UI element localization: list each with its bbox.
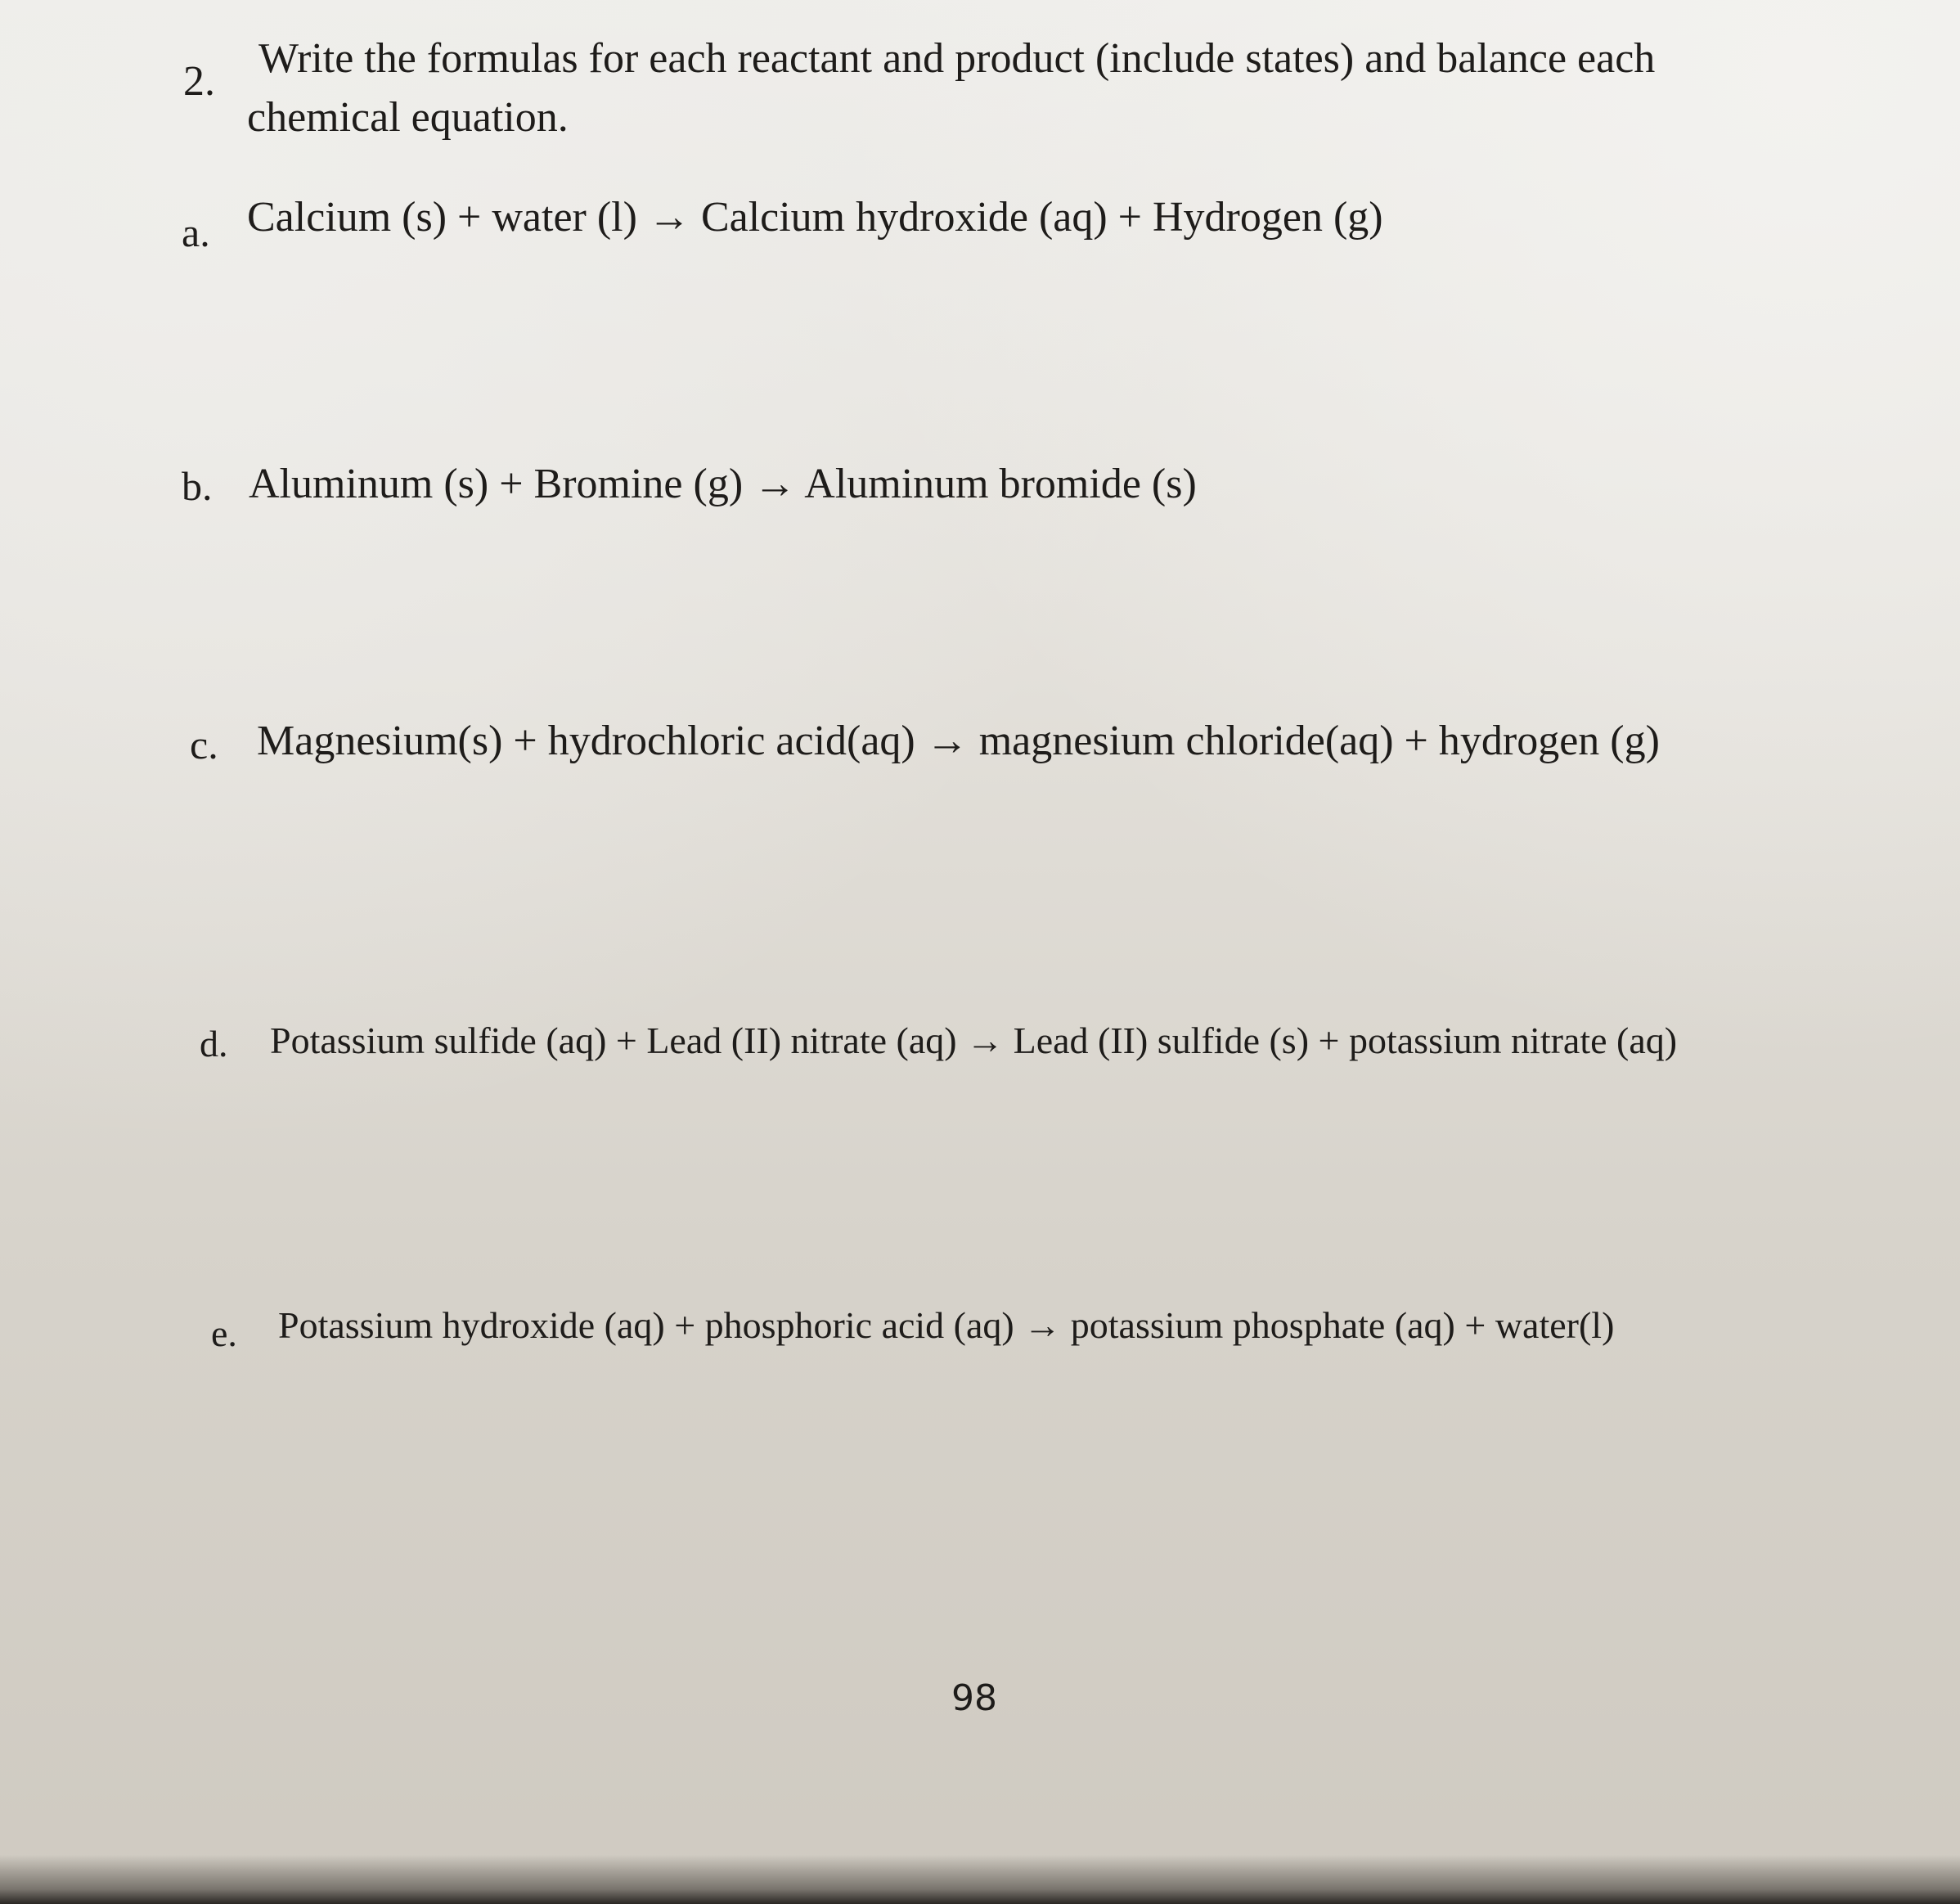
item-c-label: c. (190, 722, 218, 767)
item-a-label: a. (182, 209, 210, 255)
question-instruction-line-1: Write the formulas for each reactant and product (include states) and balance each (258, 35, 1656, 82)
item-b-equation: Aluminum (s) + Bromine (g) → Aluminum bromide (s) (249, 461, 1197, 507)
item-e-label: e. (211, 1312, 237, 1354)
item-d-label: d. (200, 1023, 228, 1065)
question-number: 2. (183, 58, 215, 105)
question-instruction-line-2: chemical equation. (247, 94, 569, 141)
bottom-shadow (0, 1855, 1960, 1904)
item-a-equation: Calcium (s) + water (l) → Calcium hydroxide (aq) + Hydrogen (g) (247, 194, 1383, 241)
item-d-equation: Potassium sulfide (aq) + Lead (II) nitrate (aq) → Lead (II) sulfide (s) + potassium nitrate (aq) (270, 1020, 1678, 1061)
item-e-equation: Potassium hydroxide (aq) + phosphoric acid (aq) → potassium phosphate (aq) + water(l) (278, 1304, 1615, 1346)
item-c-equation: Magnesium(s) + hydrochloric acid(aq) → magnesium chloride(aq) + hydrogen (g) (257, 718, 1660, 764)
item-b-label: b. (182, 463, 213, 509)
page-number: 98 (951, 1677, 997, 1719)
